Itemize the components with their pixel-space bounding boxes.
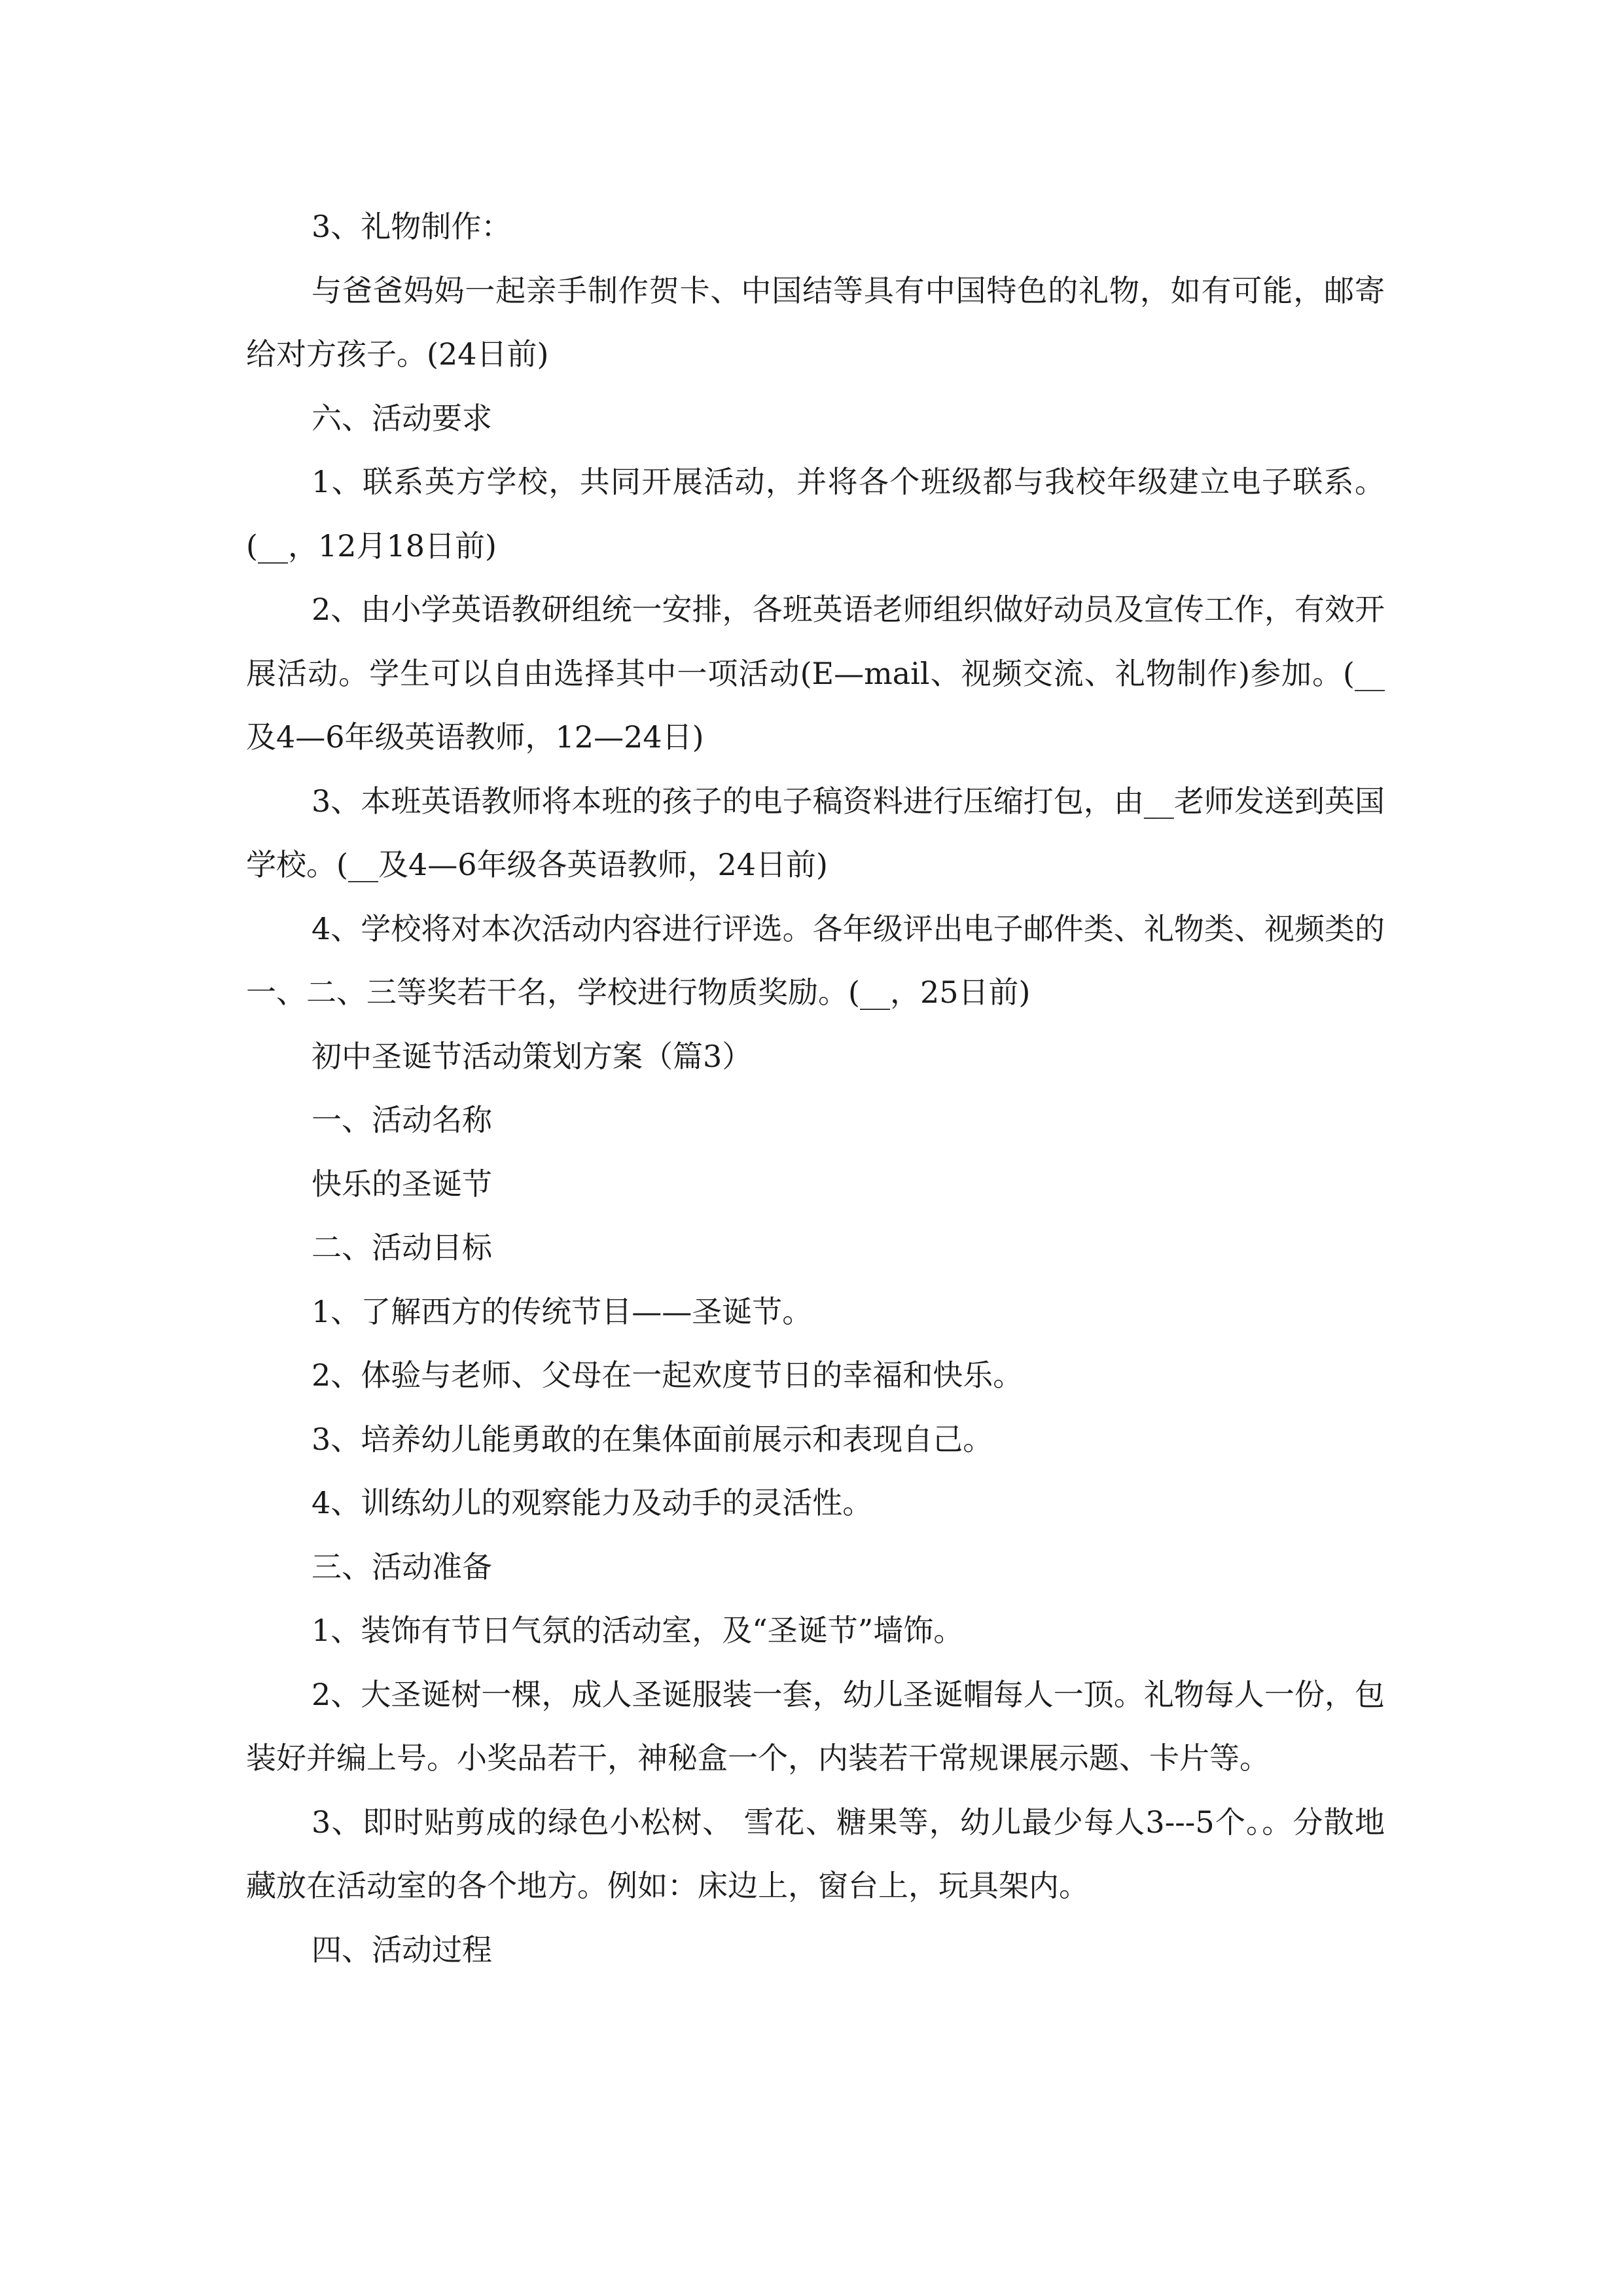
section-heading: 四、活动过程 [312,1931,492,1967]
paragraph: 1、了解西方的传统节目——圣诞节。 [312,1293,813,1329]
paragraph: 3、即时贴剪成的绿色小松树、 雪花、糖果等，幼儿最少每人3---5个。。分散地藏放在活动室的各个地方。例如：床边上，窗台上，玩具架内。 [246,1804,1385,1903]
paragraph: 2、体验与老师、父母在一起欢度节日的幸福和快乐。 [312,1357,1024,1393]
section-heading: 一、活动名称 [312,1102,492,1138]
paragraph: 3、礼物制作： [312,209,512,244]
paragraph: 1、联系英方学校，共同开展活动，并将各个班级都与我校年级建立电子联系。(__，12月18日前) [246,464,1385,564]
paragraph: 2、由小学英语教研组统一安排，各班英语老师组织做好动员及宣传工作，有效开展活动。学生可以自由选择其中一项活动(E—mail、视频交流、礼物制作)参加。(__及4—6年级英语教师，12—24日) [246,592,1385,755]
paragraph: 1、装饰有节日气氛的活动室，及“圣诞节”墙饰。 [312,1613,964,1648]
section-heading: 二、活动目标 [312,1230,492,1265]
paragraph: 3、培养幼儿能勇敢的在集体面前展示和表现自己。 [312,1421,993,1457]
paragraph: 3、本班英语教师将本班的孩子的电子稿资料进行压缩打包，由__老师发送到英国学校。(__及4—6年级各英语教师，24日前) [246,783,1385,882]
paragraph: 4、学校将对本次活动内容进行评选。各年级评出电子邮件类、礼物类、视频类的一、二、三等奖若干名，学校进行物质奖励。(__，25日前) [246,910,1385,1010]
document-title: 初中圣诞节活动策划方案（篇3） [312,1038,753,1074]
section-heading: 三、活动准备 [312,1549,492,1585]
paragraph: 2、大圣诞树一棵，成人圣诞服装一套，幼儿圣诞帽每人一顶。礼物每人一份，包装好并编上号。小奖品若干，神秘盒一个，内装若干常规课展示题、卡片等。 [246,1676,1385,1776]
paragraph: 与爸爸妈妈一起亲手制作贺卡、中国结等具有中国特色的礼物，如有可能，邮寄给对方孩子。(24日前) [246,272,1385,372]
document-body [246,195,1385,1982]
paragraph: 快乐的圣诞节 [312,1166,492,1202]
section-heading: 六、活动要求 [312,400,492,436]
paragraph: 4、训练幼儿的观察能力及动手的灵活性。 [312,1485,873,1520]
